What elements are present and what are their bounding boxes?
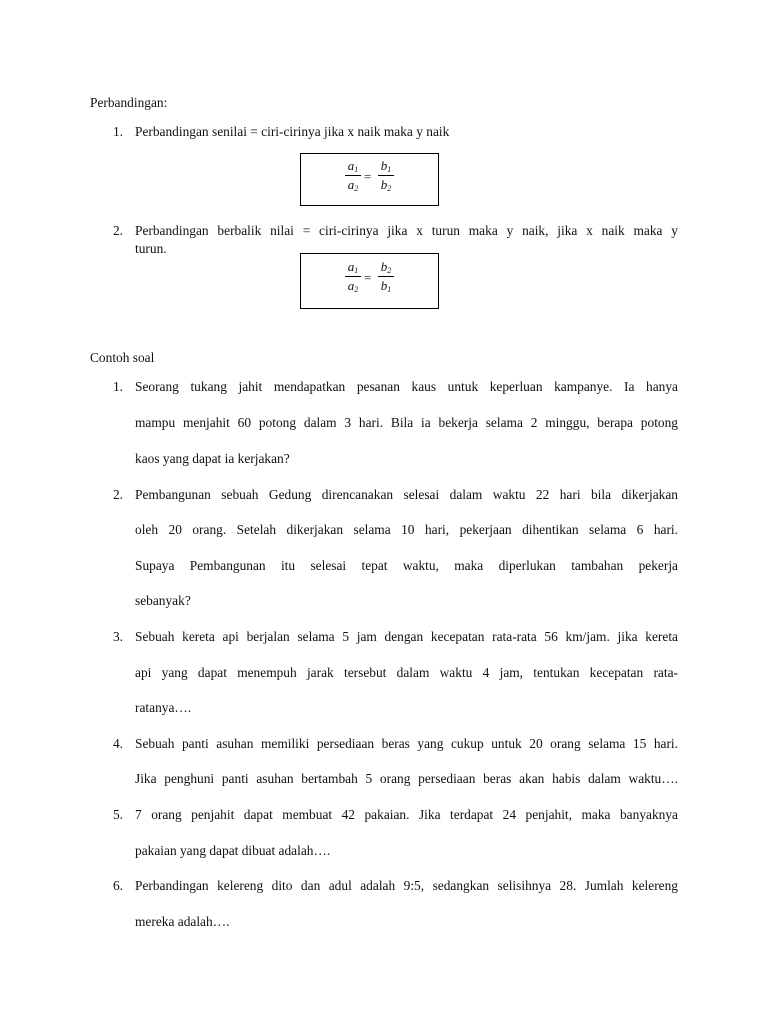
question-text: Seorang tukang jahit mendapatkan pesanan kaus untuk keperluan kampanye. Ia hanya: [135, 379, 678, 394]
question-text: ratanya….: [135, 700, 192, 715]
question-text: kaos yang dapat ia kerjakan?: [135, 451, 290, 466]
question-text: oleh 20 orang. Setelah dikerjakan selama 10 hari, pekerjaan dihentikan selama 6 hari.: [135, 522, 678, 537]
equals-sign: =: [364, 169, 372, 184]
question-text: Sebuah kereta api berjalan selama 5 jam dengan kecepatan rata-rata 56 km/jam. jika kereta: [135, 629, 678, 644]
list-number: 1.: [112, 124, 123, 139]
section-heading-contoh-soal: Contoh soal: [90, 350, 155, 365]
question-text: mampu menjahit 60 potong dalam 3 hari. Bila ia bekerja selama 2 minggu, berapa potong: [135, 415, 678, 430]
question-number: 1.: [112, 379, 123, 394]
question-text: Perbandingan kelereng dito dan adul adalah 9:5, sedangkan selisihnya 28. Jumlah kelereng: [135, 878, 678, 893]
question-number: 5.: [112, 807, 123, 822]
question-number: 2.: [112, 487, 123, 502]
list-item-text-continued: turun.: [135, 241, 167, 256]
formula-box-senilai: [300, 153, 439, 206]
section-heading-perbandingan: Perbandingan:: [90, 95, 168, 110]
question-text: Jika penghuni panti asuhan bertambah 5 orang persediaan beras akan habis dalam waktu….: [135, 771, 678, 786]
list-item-text: Perbandingan berbalik nilai = ciri-cirinya jika x turun maka y naik, jika x naik maka y: [135, 223, 678, 238]
fraction-right: $b_2$ $b_1$: [378, 259, 394, 294]
list-item-text: Perbandingan senilai = ciri-cirinya jika x naik maka y naik: [135, 124, 450, 139]
question-text: api yang dapat menempuh jarak tersebut dalam waktu 4 jam, tentukan kecepatan rata-: [135, 665, 678, 680]
question-text: sebanyak?: [135, 593, 191, 608]
fraction-left: $a_1$ $a_2$: [345, 158, 361, 193]
question-text: pakaian yang dapat dibuat adalah….: [135, 843, 331, 858]
fraction-right: $b_1$ $b_2$: [378, 158, 394, 193]
question-number: 3.: [112, 629, 123, 644]
question-text: Sebuah panti asuhan memiliki persediaan beras yang cukup untuk 20 orang selama 15 hari.: [135, 736, 678, 751]
question-number: 4.: [112, 736, 123, 751]
question-text: mereka adalah….: [135, 914, 230, 929]
question-text: Pembangunan sebuah Gedung direncanakan selesai dalam waktu 22 hari bila dikerjakan: [135, 487, 678, 502]
question-number: 6.: [112, 878, 123, 893]
fraction-left: $a_1$ $a_2$: [345, 259, 361, 294]
question-text: 7 orang penjahit dapat membuat 42 pakaian. Jika terdapat 24 penjahit, maka banyaknya: [135, 807, 678, 822]
list-number: 2.: [112, 223, 123, 238]
equals-sign: =: [364, 270, 372, 285]
question-text: Supaya Pembangunan itu selesai tepat waktu, maka diperlukan tambahan pekerja: [135, 558, 678, 573]
formula-box-berbalik-nilai: [300, 253, 439, 309]
